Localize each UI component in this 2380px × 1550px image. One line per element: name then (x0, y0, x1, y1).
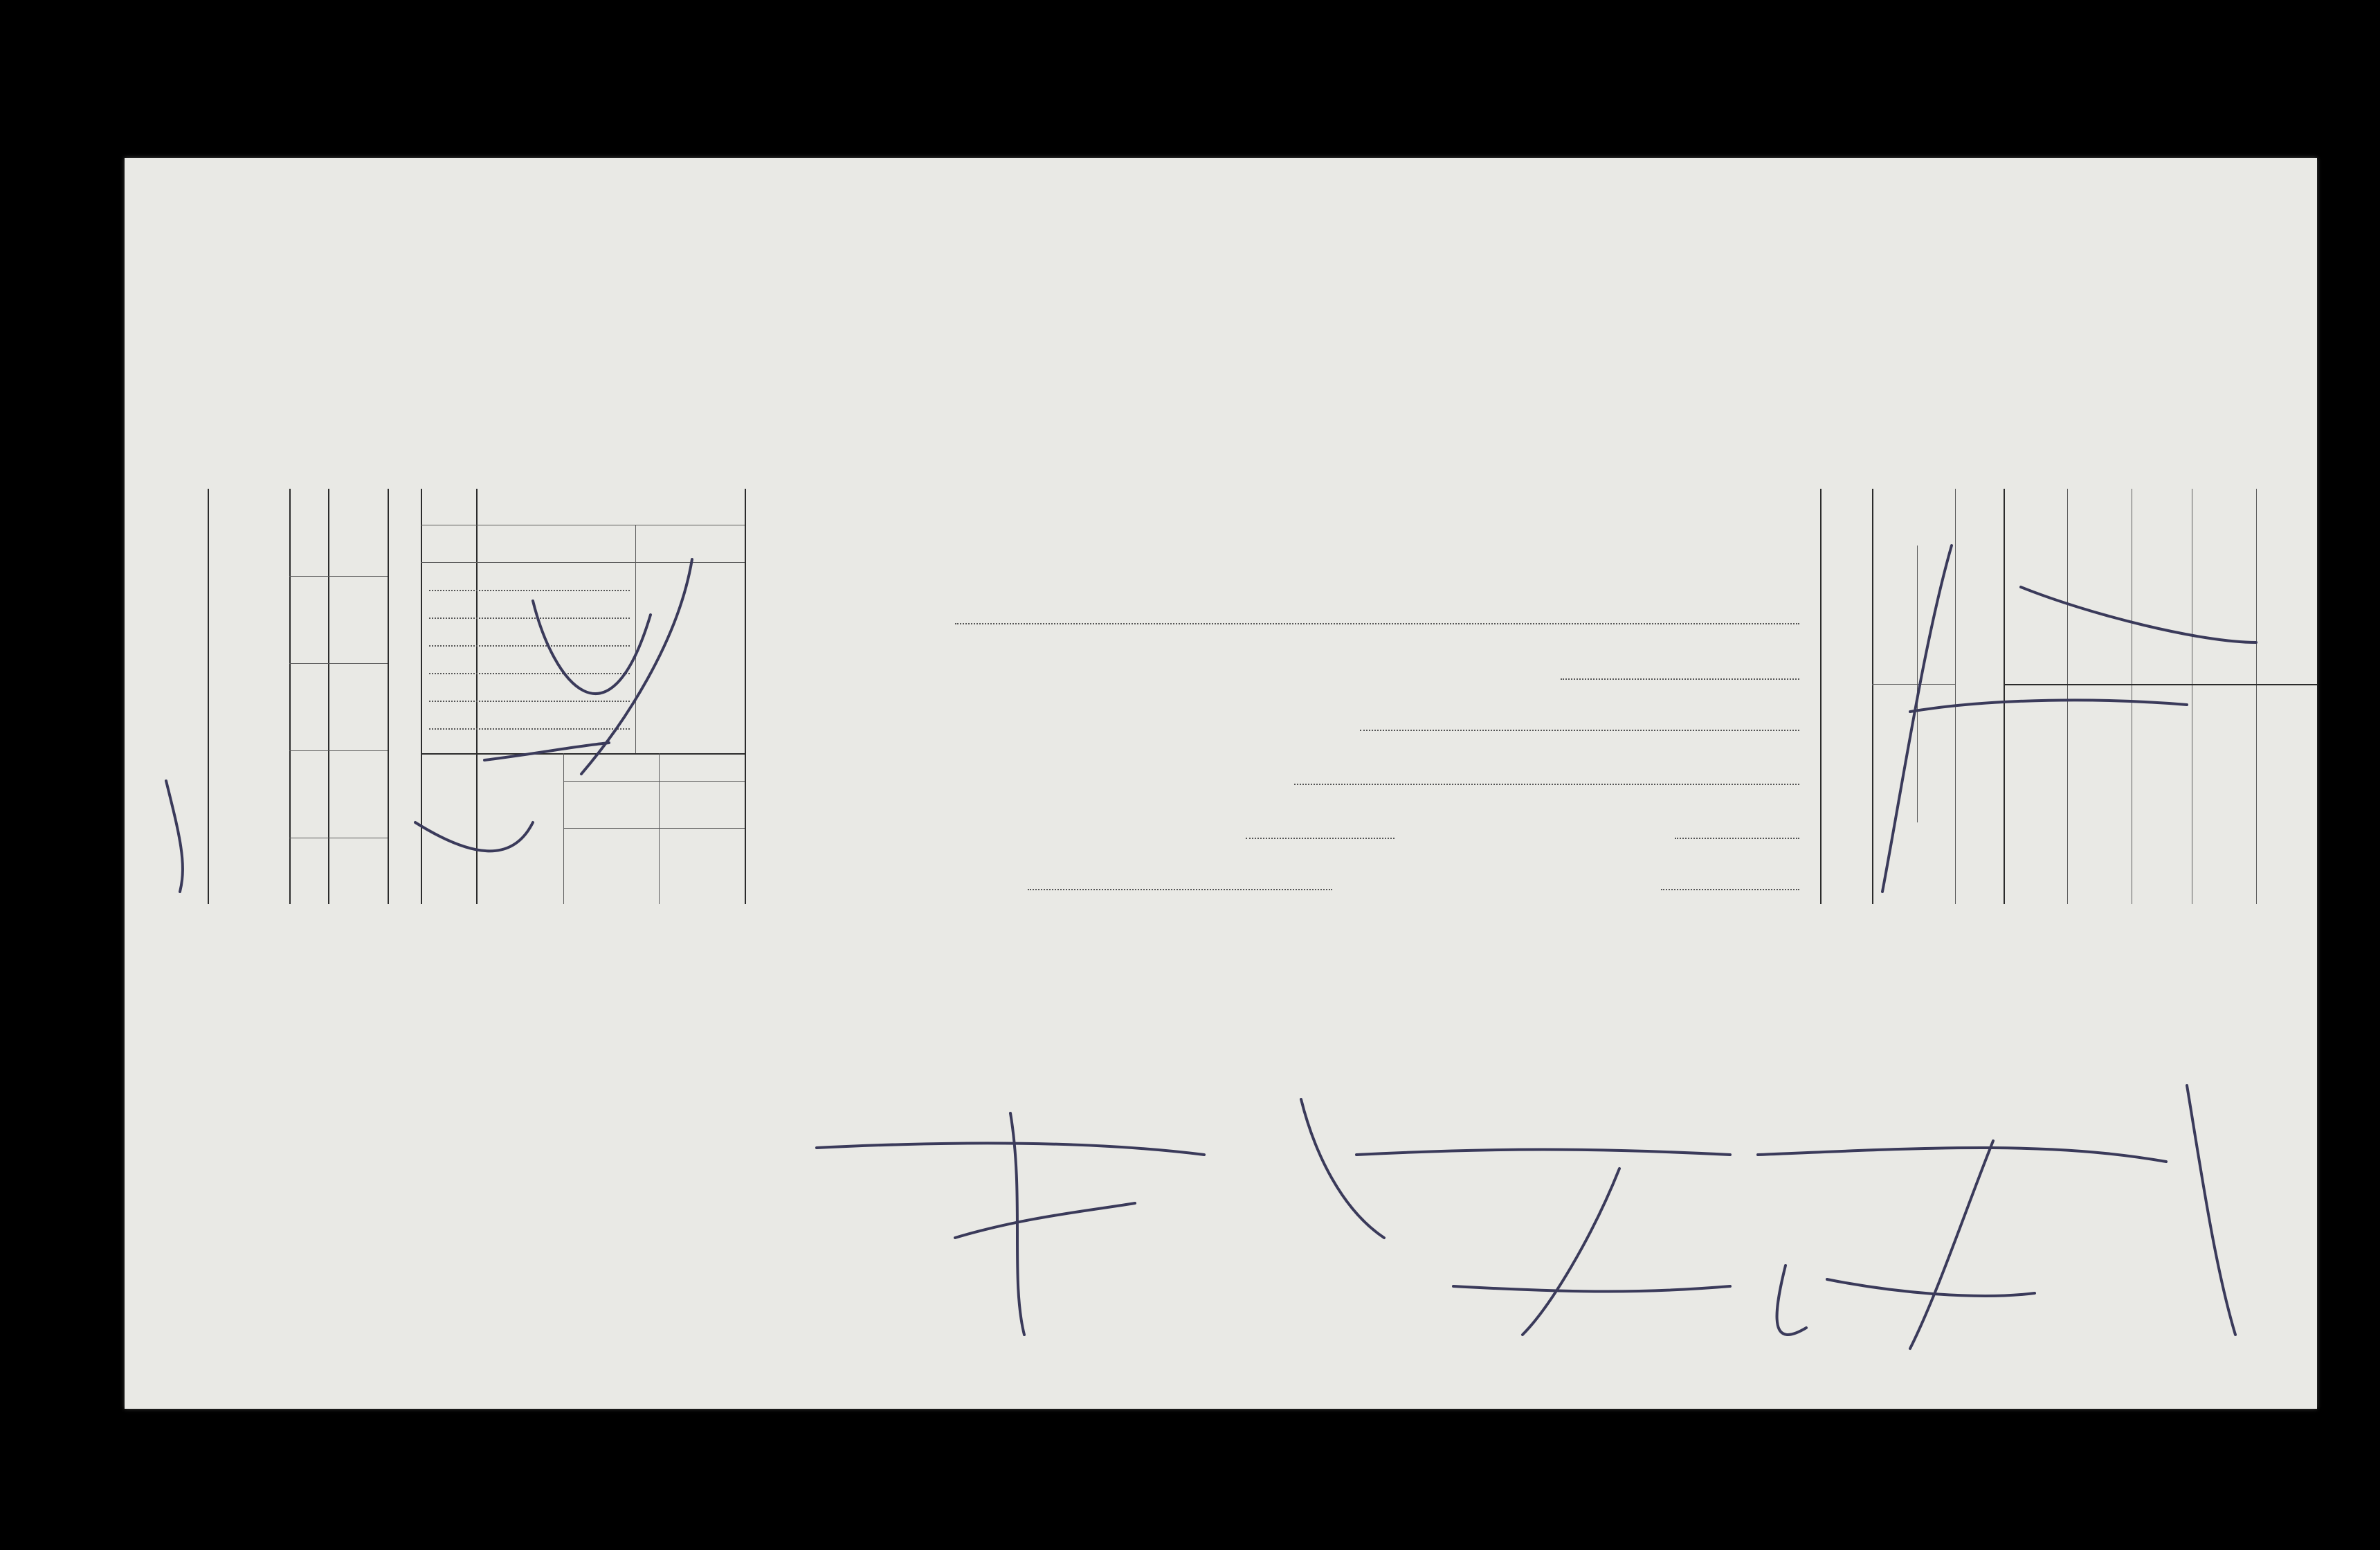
pencil-marks (125, 158, 2317, 1409)
census-card (125, 158, 2317, 1409)
